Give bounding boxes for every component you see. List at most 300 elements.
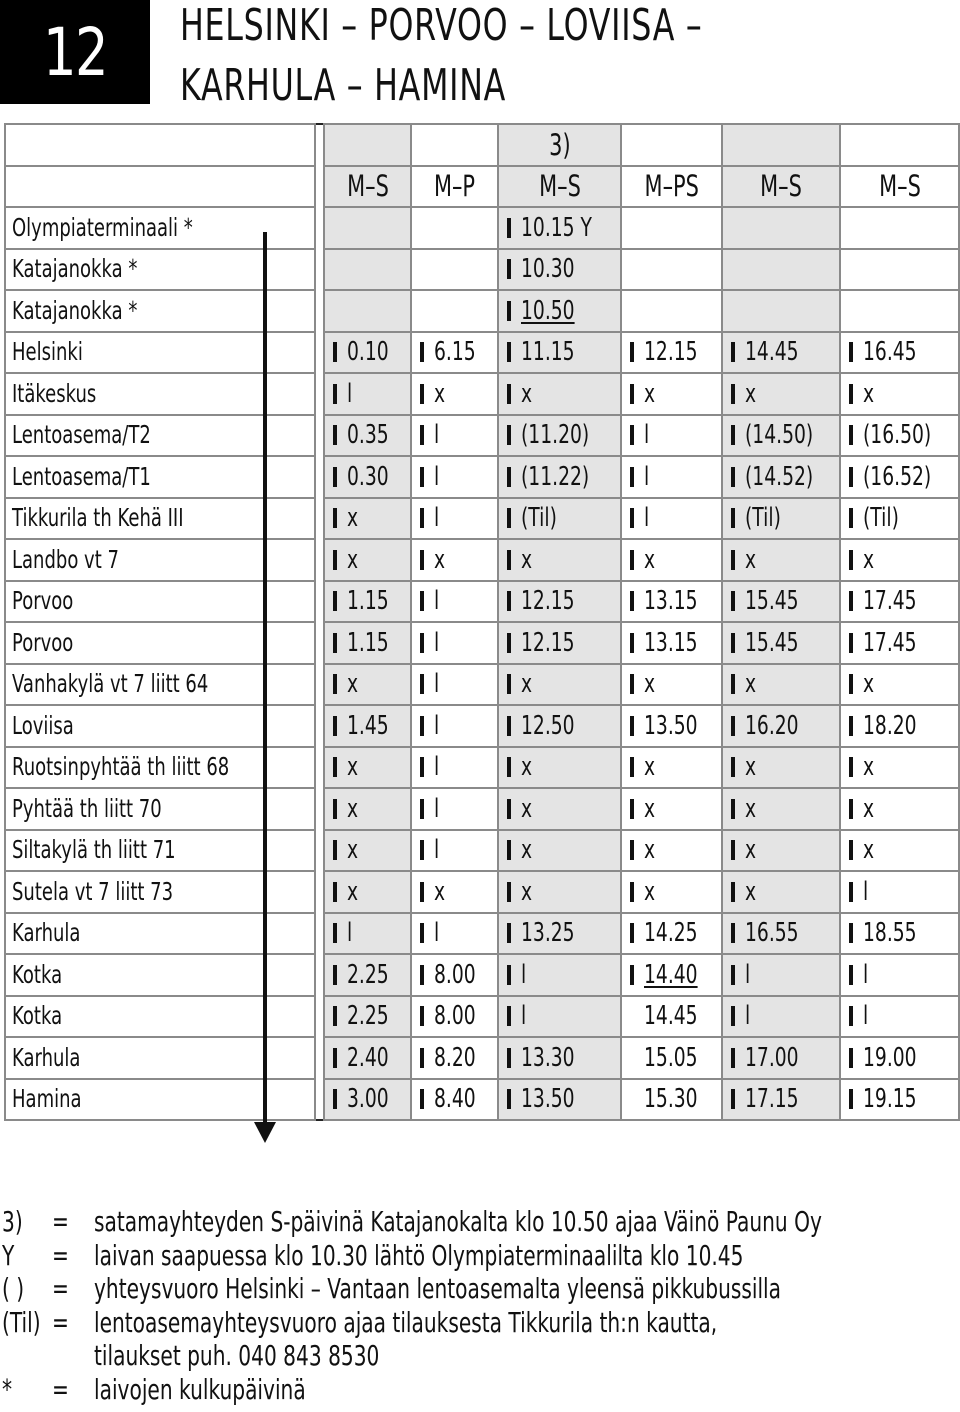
time-cell <box>621 705 722 747</box>
time-value: 12.15 <box>643 337 698 368</box>
time-cell <box>840 456 959 498</box>
time-cell-content <box>412 540 497 580</box>
time-cell <box>621 996 722 1038</box>
legend-row <box>0 1373 960 1407</box>
table-row <box>5 415 959 457</box>
direction-column-cell <box>315 996 324 1038</box>
route-number-badge <box>0 0 150 104</box>
stop-marker-icon <box>630 633 634 653</box>
direction-column-cell <box>315 913 324 955</box>
time-cell <box>324 581 411 623</box>
stop-marker-icon <box>731 757 735 777</box>
time-cell-content <box>723 457 840 497</box>
table-row <box>5 373 959 415</box>
time-cell-content <box>325 914 410 954</box>
time-cell-content <box>622 748 721 788</box>
time-value: 8.00 <box>434 959 476 990</box>
stop-marker-icon <box>630 1006 634 1026</box>
time-value: 3.00 <box>347 1084 389 1115</box>
time-cell-content <box>841 1080 958 1120</box>
time-cell-content <box>841 540 958 580</box>
time-cell-content <box>325 623 410 663</box>
time-value: 8.40 <box>434 1084 476 1115</box>
stop-marker-icon <box>420 425 424 445</box>
time-value: 0.35 <box>347 420 389 451</box>
legend-symbol-text: * <box>2 1372 13 1406</box>
day-header-row <box>5 166 959 208</box>
time-cell-content <box>325 499 410 539</box>
time-cell-content <box>412 374 497 414</box>
time-cell <box>324 1037 411 1079</box>
time-value: 8.20 <box>434 1042 476 1073</box>
legend-description: laivojen kulkupäivinä <box>94 1372 306 1406</box>
time-value: 13.25 <box>521 918 575 949</box>
time-value: 2.25 <box>347 1001 389 1032</box>
time-cell-content <box>622 499 721 539</box>
stop-marker-icon <box>630 882 634 902</box>
note-marker-3: 3) <box>548 127 571 162</box>
direction-column-cell <box>315 249 324 291</box>
time-cell <box>498 207 621 249</box>
stop-marker-icon <box>507 508 511 528</box>
time-cell <box>498 996 621 1038</box>
time-cell <box>840 581 959 623</box>
time-cell <box>722 622 841 664</box>
time-value: 10.50 <box>521 295 575 326</box>
stop-marker-icon <box>333 1048 337 1068</box>
time-cell-content <box>841 333 958 373</box>
time-value: 1.15 <box>347 627 389 658</box>
time-value: x <box>744 876 756 907</box>
stop-marker-icon <box>630 550 634 570</box>
legend-row <box>0 1306 960 1340</box>
stop-marker-icon <box>420 840 424 860</box>
time-cell-content <box>723 831 840 871</box>
time-cell <box>840 207 959 249</box>
time-value: l <box>643 420 650 451</box>
stop-marker-icon <box>420 633 424 653</box>
time-cell-content <box>723 914 840 954</box>
time-cell-content <box>841 416 958 456</box>
direction-column-cell <box>315 581 324 623</box>
time-cell <box>621 1037 722 1079</box>
time-value: 17.45 <box>863 627 917 658</box>
time-value: 12.15 <box>521 627 575 658</box>
direction-column-cell <box>315 622 324 664</box>
time-cell <box>498 622 621 664</box>
time-value: 13.15 <box>643 627 698 658</box>
time-cell-content <box>499 997 620 1037</box>
time-cell-content <box>622 374 721 414</box>
stop-marker-icon <box>849 757 853 777</box>
day-header-label: M–S <box>878 169 921 204</box>
time-cell-content <box>412 457 497 497</box>
time-cell-content <box>499 789 620 829</box>
time-cell <box>498 332 621 374</box>
time-value: l <box>643 503 650 534</box>
time-value: x <box>521 793 533 824</box>
time-value: 12.50 <box>521 710 575 741</box>
time-cell <box>411 1079 498 1121</box>
time-value: 10.15 Y <box>521 212 593 243</box>
note-header-row <box>5 124 959 166</box>
day-header-label: M–PS <box>644 169 699 204</box>
time-value: (16.52) <box>863 461 932 492</box>
time-value: 8.00 <box>434 1001 476 1032</box>
legend-description: laivan saapuessa klo 10.30 lähtö Olympiaterminaalilta klo 10.45 <box>94 1238 744 1272</box>
time-value: x <box>643 544 656 575</box>
stop-name: Tikkurila th Kehä III <box>12 503 184 533</box>
time-cell-content <box>723 955 840 995</box>
time-cell <box>411 581 498 623</box>
time-value: (16.50) <box>863 420 932 451</box>
stop-marker-icon <box>507 1006 511 1026</box>
stop-marker-icon <box>731 882 735 902</box>
table-row <box>5 664 959 706</box>
time-cell <box>498 830 621 872</box>
time-cell-content <box>723 706 840 746</box>
time-value: x <box>863 378 875 409</box>
stop-marker-icon <box>849 1048 853 1068</box>
day-header-cell <box>621 166 722 208</box>
time-value: l <box>434 752 440 783</box>
stop-marker-icon <box>333 633 337 653</box>
time-value: x <box>863 544 875 575</box>
time-cell <box>498 290 621 332</box>
day-header-cell <box>498 166 621 208</box>
time-cell-content <box>325 955 410 995</box>
time-cell-content <box>325 872 410 912</box>
time-value: (14.52) <box>744 461 813 492</box>
time-cell <box>722 207 841 249</box>
time-value: x <box>347 503 359 534</box>
direction-column-cell <box>315 954 324 996</box>
time-value: x <box>521 876 533 907</box>
time-cell <box>840 747 959 789</box>
legend-equals <box>52 1205 75 1239</box>
time-cell-content <box>499 955 620 995</box>
stop-marker-icon <box>333 757 337 777</box>
time-value: l <box>863 1001 869 1032</box>
time-cell <box>324 913 411 955</box>
time-cell-content <box>841 706 958 746</box>
stop-marker-icon <box>507 259 511 279</box>
stop-name: Hamina <box>12 1084 82 1114</box>
stop-marker-icon <box>333 716 337 736</box>
stop-marker-icon <box>507 965 511 985</box>
stop-marker-icon <box>849 716 853 736</box>
time-cell <box>840 1079 959 1121</box>
time-value: x <box>643 669 656 700</box>
stop-marker-icon <box>420 508 424 528</box>
time-cell-content <box>723 623 840 663</box>
time-value: x <box>863 835 875 866</box>
stop-marker-icon <box>507 757 511 777</box>
stop-marker-icon <box>333 550 337 570</box>
time-cell-content <box>841 872 958 912</box>
stop-marker-icon <box>731 1089 735 1109</box>
time-cell <box>840 415 959 457</box>
stop-marker-icon <box>420 384 424 404</box>
time-cell <box>324 373 411 415</box>
time-cell-content <box>841 499 958 539</box>
table-row <box>5 539 959 581</box>
time-cell <box>498 1079 621 1121</box>
stop-marker-icon <box>507 923 511 943</box>
time-cell <box>411 249 498 291</box>
stop-marker-icon <box>731 799 735 819</box>
stop-marker-icon <box>420 1048 424 1068</box>
table-row <box>5 913 959 955</box>
time-cell-content <box>325 457 410 497</box>
time-cell-content <box>499 250 620 290</box>
time-value: 1.15 <box>347 586 389 617</box>
direction-column-cell <box>315 373 324 415</box>
time-cell <box>840 705 959 747</box>
time-value: x <box>863 793 875 824</box>
time-value: (14.50) <box>744 420 813 451</box>
time-value: x <box>643 876 656 907</box>
time-cell-content <box>622 914 721 954</box>
stop-marker-icon <box>507 674 511 694</box>
time-cell <box>324 249 411 291</box>
stop-marker-icon <box>507 467 511 487</box>
time-value: x <box>744 544 756 575</box>
stop-name: Lentoasema/T1 <box>12 461 151 491</box>
time-cell <box>411 747 498 789</box>
time-value: 14.45 <box>643 1001 698 1032</box>
stop-marker-icon <box>420 882 424 902</box>
time-cell <box>324 788 411 830</box>
time-cell <box>411 954 498 996</box>
table-row <box>5 705 959 747</box>
time-value: 2.40 <box>347 1042 389 1073</box>
stop-marker-icon <box>507 882 511 902</box>
stop-marker-icon <box>849 508 853 528</box>
stop-marker-icon <box>731 342 735 362</box>
stop-name: Ruotsinpyhtää th liitt 68 <box>12 752 230 782</box>
time-cell <box>498 1037 621 1079</box>
legend-symbol <box>2 1205 31 1239</box>
legend-text <box>94 1339 490 1373</box>
stop-marker-icon <box>731 550 735 570</box>
table-row <box>5 622 959 664</box>
time-cell <box>840 332 959 374</box>
time-cell <box>722 373 841 415</box>
direction-column-cell <box>315 830 324 872</box>
stop-marker-icon <box>507 840 511 860</box>
time-cell <box>722 1037 841 1079</box>
table-row <box>5 332 959 374</box>
time-cell-content <box>723 665 840 705</box>
time-cell <box>498 456 621 498</box>
note-header-cell <box>411 124 498 166</box>
time-cell <box>411 498 498 540</box>
table-row <box>5 830 959 872</box>
stop-marker-icon <box>731 965 735 985</box>
time-value: l <box>434 710 440 741</box>
legend-description: yhteysvuoro Helsinki – Vantaan lentoasemalta yleensä pikkubussilla <box>94 1272 782 1305</box>
stop-marker-icon <box>333 467 337 487</box>
time-cell-content <box>841 1038 958 1078</box>
time-cell-content <box>499 291 620 331</box>
time-cell <box>722 290 841 332</box>
stop-marker-icon <box>507 550 511 570</box>
stop-name: Karhula <box>12 1042 81 1072</box>
legend-row <box>0 1239 960 1273</box>
time-cell-content <box>412 789 497 829</box>
time-value: 17.15 <box>744 1084 799 1115</box>
time-cell <box>621 332 722 374</box>
time-cell <box>621 871 722 913</box>
stop-marker-icon <box>849 633 853 653</box>
time-cell <box>840 539 959 581</box>
time-cell-content <box>622 872 721 912</box>
direction-column-cell <box>315 747 324 789</box>
legend <box>0 1205 960 1406</box>
time-cell-content <box>723 997 840 1037</box>
table-row <box>5 290 959 332</box>
header-blank <box>5 166 315 208</box>
route-title-line-1: HELSINKI – PORVOO – LOVIISA – <box>180 0 703 51</box>
time-cell <box>411 332 498 374</box>
time-cell <box>411 871 498 913</box>
stop-marker-icon <box>333 342 337 362</box>
time-cell-content <box>325 748 410 788</box>
direction-column-cell <box>315 664 324 706</box>
stop-name: Kotka <box>12 959 63 989</box>
time-cell <box>324 539 411 581</box>
stop-marker-icon <box>333 674 337 694</box>
time-value: l <box>863 876 869 907</box>
stop-marker-icon <box>849 840 853 860</box>
table-row <box>5 249 959 291</box>
time-value: x <box>643 793 656 824</box>
time-cell-content <box>622 623 721 663</box>
time-value: 18.55 <box>863 918 917 949</box>
stop-marker-icon <box>849 467 853 487</box>
time-value: 16.55 <box>744 918 799 949</box>
time-value: l <box>521 959 527 990</box>
time-cell-content <box>412 416 497 456</box>
direction-column-cell <box>315 788 324 830</box>
timetable <box>4 123 960 1121</box>
time-value: 16.45 <box>863 337 917 368</box>
time-value: x <box>521 835 533 866</box>
time-value: x <box>521 669 533 700</box>
time-cell <box>621 290 722 332</box>
stop-marker-icon <box>849 550 853 570</box>
time-cell-content <box>622 416 721 456</box>
time-cell <box>411 913 498 955</box>
time-cell <box>324 996 411 1038</box>
stop-marker-icon <box>630 342 634 362</box>
time-cell-content <box>622 540 721 580</box>
time-cell <box>324 830 411 872</box>
time-cell-content <box>723 872 840 912</box>
legend-symbol-text: Y <box>2 1238 15 1272</box>
table-row <box>5 207 959 249</box>
time-cell-content <box>622 457 721 497</box>
time-cell-content <box>325 1080 410 1120</box>
time-cell <box>840 996 959 1038</box>
time-cell <box>840 1037 959 1079</box>
time-value: x <box>347 793 359 824</box>
stop-marker-icon <box>630 591 634 611</box>
table-row <box>5 456 959 498</box>
stop-marker-icon <box>849 1006 853 1026</box>
time-cell-content <box>499 1080 620 1120</box>
direction-column-cell <box>315 456 324 498</box>
legend-text <box>94 1272 960 1306</box>
table-row <box>5 498 959 540</box>
stop-marker-icon <box>333 965 337 985</box>
time-cell <box>498 249 621 291</box>
legend-row <box>0 1272 960 1306</box>
stop-marker-icon <box>507 301 511 321</box>
time-cell <box>621 954 722 996</box>
stop-marker-icon <box>333 882 337 902</box>
time-value: l <box>434 793 440 824</box>
time-value: 16.20 <box>744 710 799 741</box>
time-cell <box>324 664 411 706</box>
time-value: 15.30 <box>643 1084 698 1115</box>
stop-marker-icon <box>849 965 853 985</box>
time-cell <box>324 456 411 498</box>
route-title-line-2: KARHULA – HAMINA <box>180 60 507 111</box>
time-cell <box>411 1037 498 1079</box>
time-cell-content <box>325 706 410 746</box>
time-cell <box>621 249 722 291</box>
time-cell-content <box>841 374 958 414</box>
time-cell <box>621 581 722 623</box>
time-value: 13.50 <box>521 1084 575 1115</box>
time-cell-content <box>841 997 958 1037</box>
time-value: l <box>521 1001 527 1032</box>
direction-column-cell <box>315 498 324 540</box>
stop-marker-icon <box>849 923 853 943</box>
time-cell-content <box>412 665 497 705</box>
stop-marker-icon <box>420 591 424 611</box>
stop-marker-icon <box>630 467 634 487</box>
time-cell-content <box>325 374 410 414</box>
time-cell <box>840 954 959 996</box>
stop-marker-icon <box>731 467 735 487</box>
stop-marker-icon <box>420 1089 424 1109</box>
time-cell <box>411 373 498 415</box>
time-cell <box>324 954 411 996</box>
table-row <box>5 581 959 623</box>
legend-symbol <box>2 1306 56 1340</box>
note-header-cell <box>498 124 621 166</box>
time-cell-content <box>841 665 958 705</box>
time-cell <box>498 788 621 830</box>
time-cell-content <box>622 955 721 995</box>
time-cell <box>621 747 722 789</box>
time-cell-content <box>499 831 620 871</box>
legend-equals <box>52 1306 75 1340</box>
time-cell <box>498 415 621 457</box>
time-value: l <box>434 420 440 451</box>
time-value: x <box>863 669 875 700</box>
time-value: l <box>744 1001 750 1032</box>
time-value: l <box>434 835 440 866</box>
time-cell-content <box>499 582 620 622</box>
stop-marker-icon <box>849 591 853 611</box>
time-value: x <box>521 544 533 575</box>
time-cell <box>411 207 498 249</box>
time-cell-content <box>499 914 620 954</box>
